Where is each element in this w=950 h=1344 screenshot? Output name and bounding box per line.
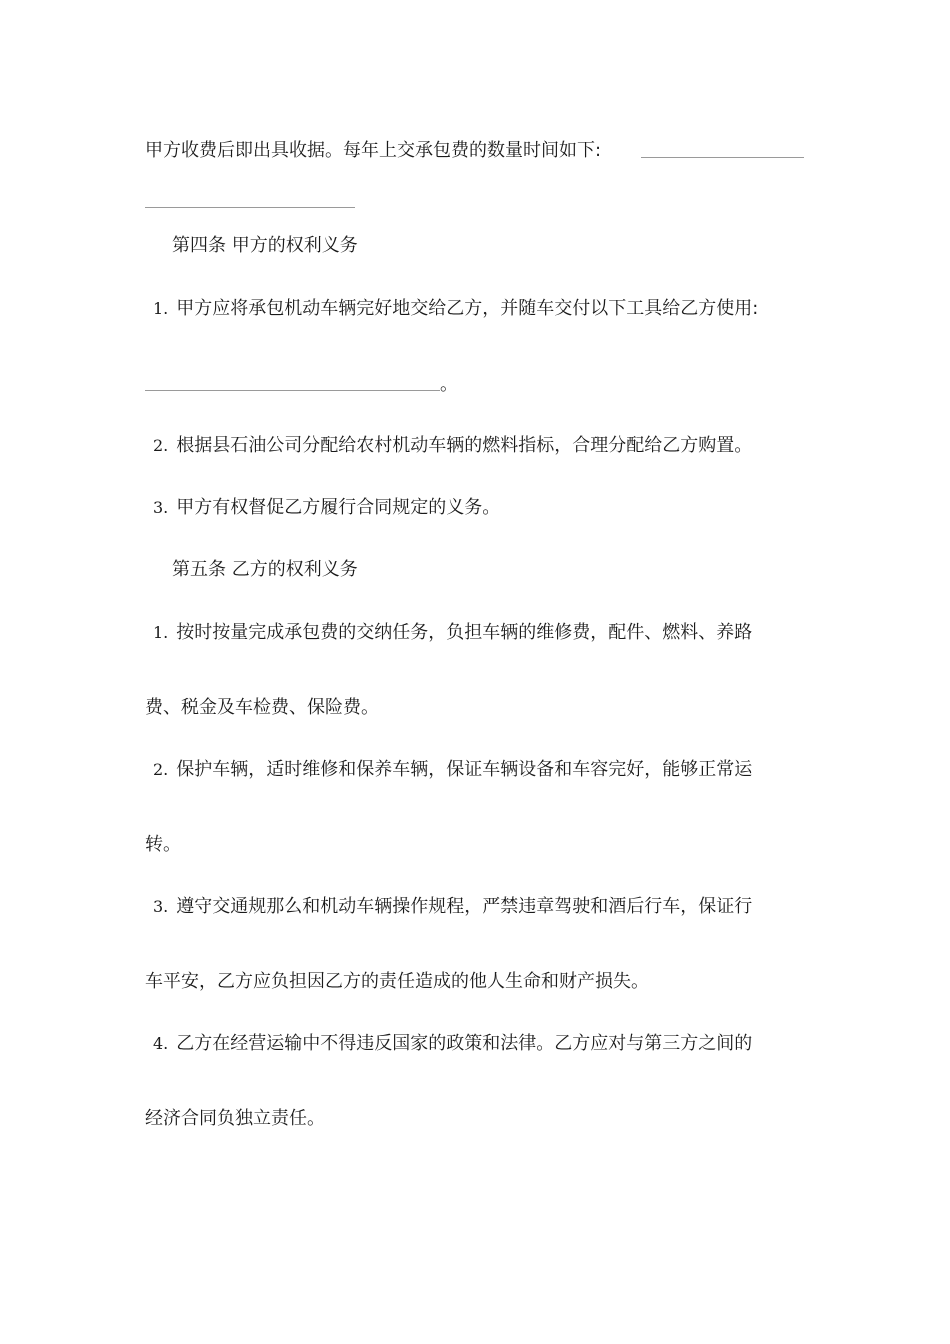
item-number: 1. xyxy=(153,623,169,642)
article-heading-text: 第五条 乙方的权利义务 xyxy=(172,559,358,580)
article-5-item-2-continued xyxy=(145,833,181,857)
item-text: 车平安，乙方应负担因乙方的责任造成的他人生命和财产损失。 xyxy=(145,971,649,992)
paragraph-fee-receipt xyxy=(145,139,601,163)
item-text: 经济合同负独立责任。 xyxy=(145,1108,325,1129)
item-number: 2. xyxy=(153,436,169,455)
item-text: 转。 xyxy=(145,834,181,855)
item-number: 3. xyxy=(153,498,169,517)
item-text: 保护车辆，适时维修和保养车辆，保证车辆设备和车容完好，能够正常运 xyxy=(176,759,753,780)
item-text: 甲方有权督促乙方履行合同规定的义务。 xyxy=(176,497,501,518)
article-heading-text: 第四条 甲方的权利义务 xyxy=(172,235,358,256)
article-5-item-1-continued xyxy=(145,696,379,720)
article-5-item-3-continued xyxy=(145,970,649,994)
fill-in-blank-line xyxy=(641,157,804,158)
article-5-item-4 xyxy=(153,1032,752,1056)
article-4-item-2 xyxy=(153,434,752,458)
item-number: 1. xyxy=(153,299,169,318)
article-5-item-3 xyxy=(153,895,752,919)
item-text: 费、税金及车检费、保险费。 xyxy=(145,697,379,718)
fill-in-blank-line xyxy=(145,207,355,208)
blank-end-period xyxy=(440,373,458,397)
article-4-item-1 xyxy=(153,297,758,321)
item-text: 根据县石油公司分配给农村机动车辆的燃料指标，合理分配给乙方购置。 xyxy=(176,435,753,456)
item-text: 按时按量完成承包费的交纳任务，负担车辆的维修费，配件、燃料、养路 xyxy=(176,622,753,643)
item-text: 遵守交通规那么和机动车辆操作规程，严禁违章驾驶和酒后行车，保证行 xyxy=(176,896,753,917)
article-5-item-2 xyxy=(153,758,752,782)
item-number: 3. xyxy=(153,897,169,916)
item-text: 乙方在经营运输中不得违反国家的政策和法律。乙方应对与第三方之间的 xyxy=(176,1033,753,1054)
period-text: 。 xyxy=(440,374,458,395)
article-5-heading xyxy=(172,558,358,582)
item-number: 2. xyxy=(153,760,169,779)
article-5-item-1 xyxy=(153,621,752,645)
item-number: 4. xyxy=(153,1034,169,1053)
item-text: 甲方应将承包机动车辆完好地交给乙方，并随车交付以下工具给乙方使用: xyxy=(176,298,759,319)
article-5-item-4-continued xyxy=(145,1107,325,1131)
article-4-heading xyxy=(172,234,358,258)
fill-in-blank-line xyxy=(145,390,440,391)
article-4-item-3 xyxy=(153,496,500,520)
paragraph-text: 甲方收费后即出具收据。每年上交承包费的数量时间如下: xyxy=(145,140,602,161)
